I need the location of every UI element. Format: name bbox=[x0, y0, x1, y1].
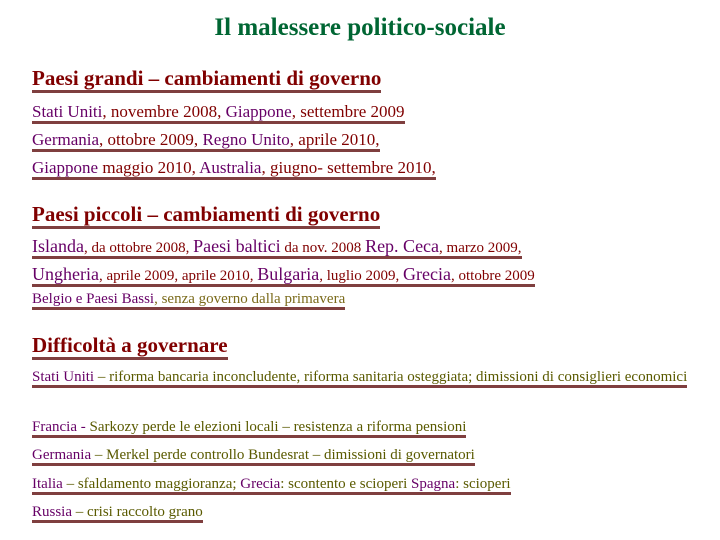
small-countries-line-3 bbox=[32, 291, 702, 308]
country-france: Francia - bbox=[32, 419, 89, 438]
country-greece: Grecia bbox=[240, 476, 280, 495]
date-text: , ottobre 2009 bbox=[451, 268, 535, 287]
date-text: da nov. 2008 bbox=[281, 240, 365, 259]
country-germany: Germania bbox=[32, 447, 91, 466]
country-russia: Russia bbox=[32, 504, 72, 523]
issue-text: : scontento e scioperi bbox=[280, 476, 411, 495]
date-text: , aprile 2010, bbox=[290, 130, 380, 152]
country-japan: Giappone bbox=[32, 158, 98, 180]
heading-text: Paesi piccoli – cambiamenti di governo bbox=[32, 202, 380, 229]
issue-text: Sarkozy perde le elezioni locali – resistenza a riforma pensioni bbox=[89, 419, 466, 438]
country-belgium-netherlands: Belgio e Paesi Bassi bbox=[32, 291, 154, 310]
country-hungary: Ungheria bbox=[32, 264, 99, 287]
difficulty-line-usa bbox=[32, 368, 692, 387]
date-text: , settembre 2009 bbox=[292, 102, 405, 124]
heading-text: Difficoltà a governare bbox=[32, 333, 228, 360]
section-large-countries-heading bbox=[32, 66, 702, 91]
issue-text: – riforma bancaria inconcludente, riforma sanitaria osteggiata; dimissioni di consiglieri economici bbox=[94, 369, 687, 388]
section-governing-difficulty-heading bbox=[32, 333, 702, 358]
difficulty-line-italy-greece-spain bbox=[32, 476, 702, 493]
country-italy: Italia bbox=[32, 476, 63, 495]
country-baltics: Paesi baltici bbox=[193, 236, 280, 259]
country-czech: Rep. Ceca bbox=[365, 236, 439, 259]
date-text: , novembre 2008, bbox=[102, 102, 225, 124]
country-usa: Stati Uniti bbox=[32, 102, 102, 124]
large-countries-line-1 bbox=[32, 102, 702, 122]
heading-text: Paesi grandi – cambiamenti di governo bbox=[32, 66, 381, 93]
country-spain: Spagna bbox=[411, 476, 455, 495]
section-small-countries-heading bbox=[32, 202, 702, 227]
date-text: maggio 2010, bbox=[98, 158, 199, 180]
country-uk: Regno Unito bbox=[202, 130, 289, 152]
small-countries-line-2 bbox=[32, 264, 702, 285]
country-usa: Stati Uniti bbox=[32, 369, 94, 388]
date-text: , giugno- settembre 2010, bbox=[261, 158, 435, 180]
large-countries-line-3 bbox=[32, 158, 702, 178]
date-text: , aprile 2009, aprile 2010, bbox=[99, 268, 257, 287]
large-countries-line-2 bbox=[32, 130, 702, 150]
date-text: , luglio 2009, bbox=[319, 268, 403, 287]
country-australia: Australia bbox=[199, 158, 261, 180]
issue-text: – crisi raccolto grano bbox=[72, 504, 203, 523]
difficulty-line-russia bbox=[32, 504, 702, 521]
country-japan: Giappone bbox=[226, 102, 292, 124]
issue-text: – Merkel perde controllo Bundesrat – dimissioni di governatori bbox=[91, 447, 475, 466]
country-iceland: Islanda bbox=[32, 236, 84, 259]
issue-text: – sfaldamento maggioranza; bbox=[63, 476, 240, 495]
difficulty-line-france bbox=[32, 419, 702, 436]
date-text: , da ottobre 2008, bbox=[84, 240, 193, 259]
small-countries-line-1 bbox=[32, 236, 702, 257]
date-text: , marzo 2009, bbox=[439, 240, 521, 259]
difficulty-line-germany bbox=[32, 447, 702, 464]
date-text: , ottobre 2009, bbox=[99, 130, 202, 152]
country-greece: Grecia bbox=[403, 264, 451, 287]
issue-text: : scioperi bbox=[455, 476, 510, 495]
page-title: Il malessere politico-sociale bbox=[214, 14, 506, 41]
date-text: , senza governo dalla primavera bbox=[154, 291, 345, 310]
country-bulgaria: Bulgaria bbox=[257, 264, 319, 287]
country-germany: Germania bbox=[32, 130, 99, 152]
